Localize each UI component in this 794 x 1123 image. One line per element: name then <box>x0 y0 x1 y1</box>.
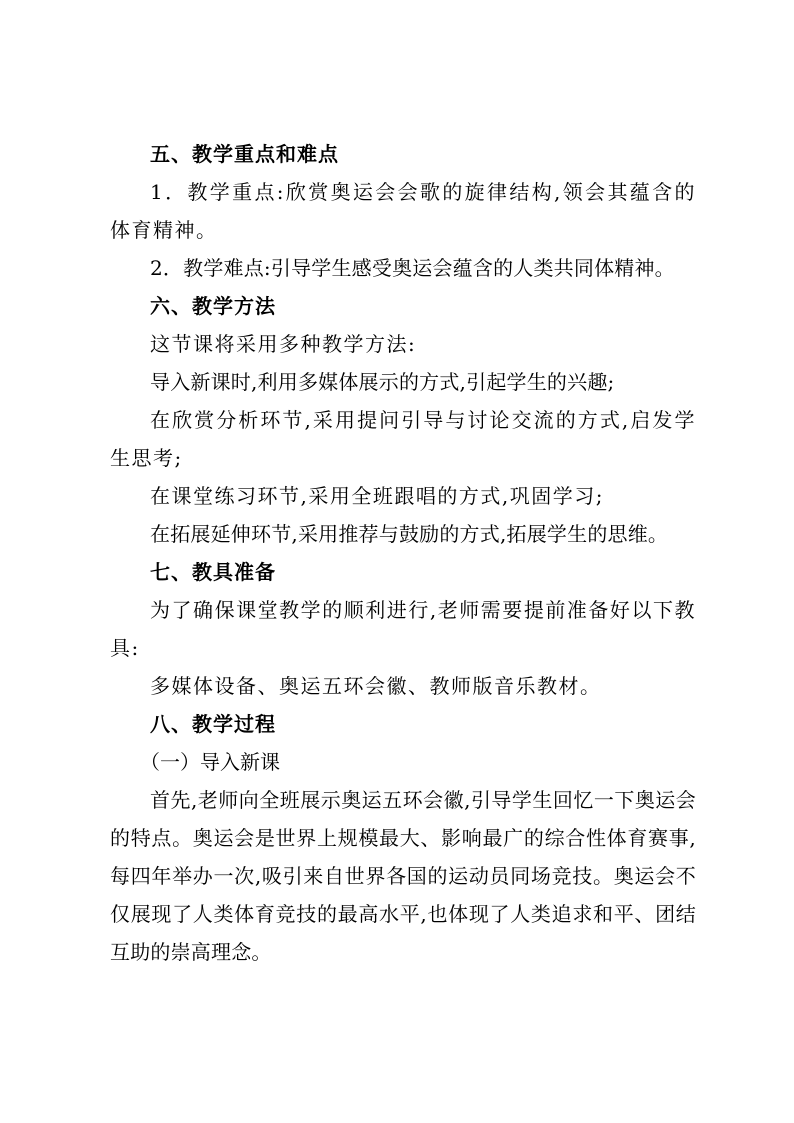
document-page <box>110 135 696 971</box>
section-heading-7: 七、教具准备 <box>150 560 276 584</box>
section-heading-8: 八、教学过程 <box>150 712 276 736</box>
teaching-difficulty: 2．教学难点:引导学生感受奥运会蕴含的人类共同体精神。 <box>150 256 675 280</box>
sub-heading-introduction: （一）导入新课 <box>140 750 280 774</box>
method-item-2: 在欣赏分析环节,采用提问引导与讨论交流的方式,启发学生思考; <box>110 408 696 470</box>
section-heading-5: 五、教学重点和难点 <box>150 142 339 166</box>
methods-intro: 这节课将采用多种教学方法: <box>150 332 417 356</box>
method-item-4: 在拓展延伸环节,采用推荐与鼓励的方式,拓展学生的思维。 <box>150 522 669 546</box>
equipment-list: 多媒体设备、奥运五环会徽、教师版音乐教材。 <box>150 674 602 698</box>
equipment-intro: 为了确保课堂教学的顺利进行,老师需要提前准备好以下教具: <box>110 598 696 660</box>
section-heading-6: 六、教学方法 <box>150 294 276 318</box>
method-item-1: 导入新课时,利用多媒体展示的方式,引起学生的兴趣; <box>150 370 615 394</box>
teaching-key-point: 1．教学重点:欣赏奥运会会歌的旋律结构,领会其蕴含的体育精神。 <box>110 180 696 242</box>
introduction-paragraph: 首先,老师向全班展示奥运五环会徽,引导学生回忆一下奥运会的特点。奥运会是世界上规模最大、影响最广的综合性体育赛事,每四年举办一次,吸引来自世界各国的运动员同场竞技。奥运会不仅展现了人类体育竞技的最高水平,也体现了人类追求和平、团结互助的崇高理念。 <box>110 788 696 964</box>
method-item-3: 在课堂练习环节,采用全班跟唱的方式,巩固学习; <box>150 484 604 508</box>
